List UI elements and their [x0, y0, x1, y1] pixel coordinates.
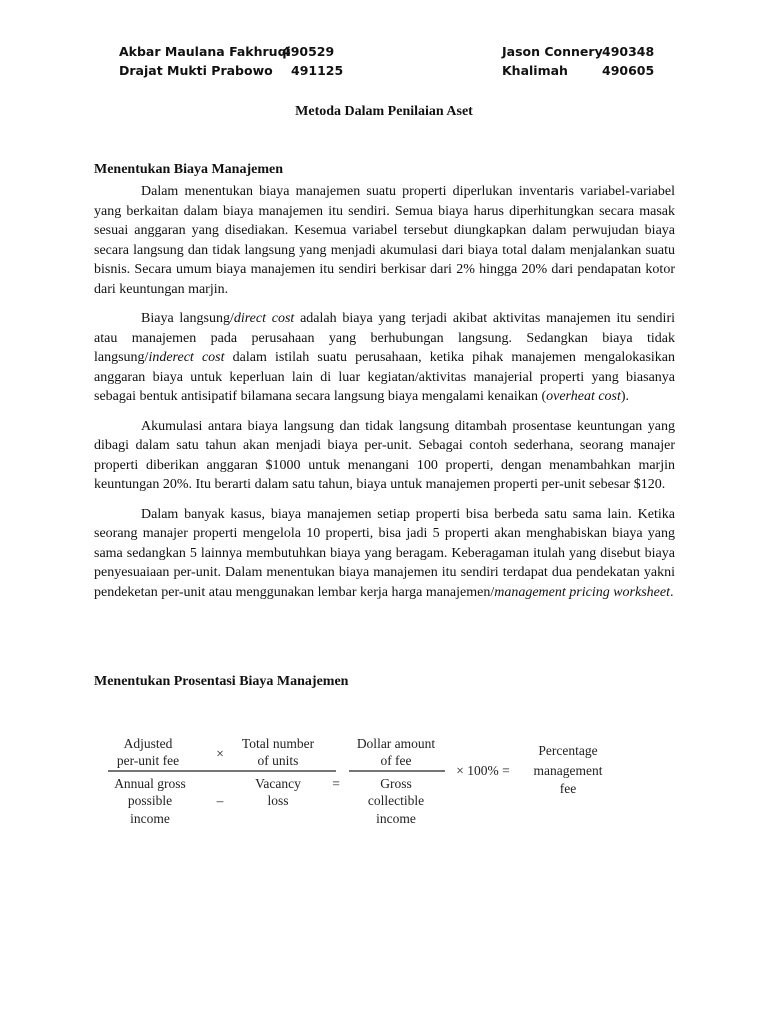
formula-operator: =: [332, 776, 340, 791]
formula-term: of units: [257, 753, 299, 768]
formula-operator: ×: [216, 746, 224, 761]
author-id: 491125: [291, 63, 344, 78]
paragraph: Dalam menentukan biaya manajemen suatu properti diperlukan inventaris variabel-variabel yang berkaitan dalam biaya manajemen itu sendiri. Semua biaya harus diperhitungkan secara masak sesuai anggaran yang disediakan. Kesemua variabel tersebut diungkapkan dalam perwujudan biaya secara langsung dan tidak langsung yang menjadi akumulasi dari biaya total dalam menjalankan suatu bisnis. Secara umum biaya manajemen itu sendiri berkisar dari 2% hingga 20% dari pendapatan kotor dari keuntungan marjin.: [94, 184, 675, 297]
text-run: adalah biaya yang terjadi akibat aktivitas manajemen itu sendiri atau manajemen pada perusahaan yang berhubungan langsung. Sedangkan biaya tidak langsung/: [94, 311, 675, 365]
text-run: Dalam banyak kasus, biaya manajemen setiap properti bisa berbeda satu sama lain. Ketika seorang manajer properti mengelola 10 properti, bisa jadi 5 properti akan menghabiskan biaya yang sama sedangkan 5 lainnya membutuhkan biaya yang beragam. Keberagaman itulah yang disebut biaya penyesuaiaan per-unit. Dalam menentukan biaya manajemen itu sendiri terdapat dua pendekatan yakni pendeketan per-unit atau menggunakan lembar kerja harga manajemen/: [94, 506, 675, 600]
italic-term: overheat cost: [546, 389, 621, 404]
author-list: [119, 42, 659, 80]
section-heading: Menentukan Biaya Manajemen: [94, 162, 283, 177]
formula-term: Percentage: [538, 743, 598, 758]
author-id: 490605: [602, 63, 655, 78]
italic-term: management pricing worksheet: [494, 584, 670, 600]
author-row: [119, 42, 659, 61]
author-id: 490348: [602, 44, 655, 59]
document-title: Metoda Dalam Penilaian Aset: [295, 104, 473, 119]
author-name: Jason Connery: [502, 44, 603, 59]
text-run: .: [669, 584, 674, 600]
text-run: ).: [620, 389, 630, 404]
management-fee-formula: [108, 730, 628, 835]
formula-figure: [108, 730, 628, 835]
section-body: [94, 182, 675, 602]
italic-term: inderect cost: [148, 350, 225, 365]
formula-operator: –: [216, 793, 224, 808]
formula-term: Total number: [241, 736, 315, 751]
paragraph: [94, 309, 675, 407]
italic-term: direct cost: [233, 311, 295, 326]
formula-term: Dollar amount: [356, 736, 436, 751]
formula-term: income: [130, 811, 170, 826]
formula-term: collectible: [367, 793, 425, 808]
formula-term: of fee: [380, 753, 412, 768]
formula-term: possible: [127, 793, 173, 808]
author-name: Khalimah: [502, 63, 568, 78]
formula-term: Gross: [380, 776, 412, 791]
formula-term: income: [376, 811, 416, 826]
paragraph: Akumulasi antara biaya langsung dan tidak langsung ditambah prosentase keuntungan yang dibagi dalam satu tahun akan menjadi biaya per-unit. Sebagai contoh sederhana, seorang manajer properti diberikan anggaran $1000 untuk menangani 100 properti, dengan menambahkan marjin keuntungan 20%. Itu berarti dalam satu tahun, biaya untuk manajemen properti per-unit sebesar $120.: [94, 418, 675, 492]
section-heading: Menentukan Prosentasi Biaya Manajemen: [94, 674, 349, 689]
text-run: dalam istilah suatu perusahaan, ketika pihak manajemen mengalokasikan anggaran biaya untuk keperluan lain di luar kegiatan/aktivitas manajerial properti yang biasanya sebagai bentuk antisipatif bilamana secara langsung biaya mengalami kenaikan (: [94, 350, 675, 404]
author-name: Akbar Maulana Fakhruqi: [119, 44, 291, 59]
author-row: [119, 61, 659, 80]
formula-term: management: [533, 763, 603, 778]
formula-operator: × 100% =: [456, 763, 510, 778]
author-id: 490529: [282, 44, 335, 59]
formula-term: Adjusted: [123, 736, 173, 751]
formula-term: per-unit fee: [116, 753, 180, 768]
formula-term: Annual gross: [114, 776, 186, 791]
author-name: Drajat Mukti Prabowo: [119, 63, 273, 78]
paragraph: [94, 505, 675, 603]
formula-term: fee: [559, 781, 577, 796]
text-run: Biaya langsung/: [141, 311, 234, 326]
formula-term: loss: [267, 793, 289, 808]
formula-term: Vacancy: [255, 776, 301, 791]
